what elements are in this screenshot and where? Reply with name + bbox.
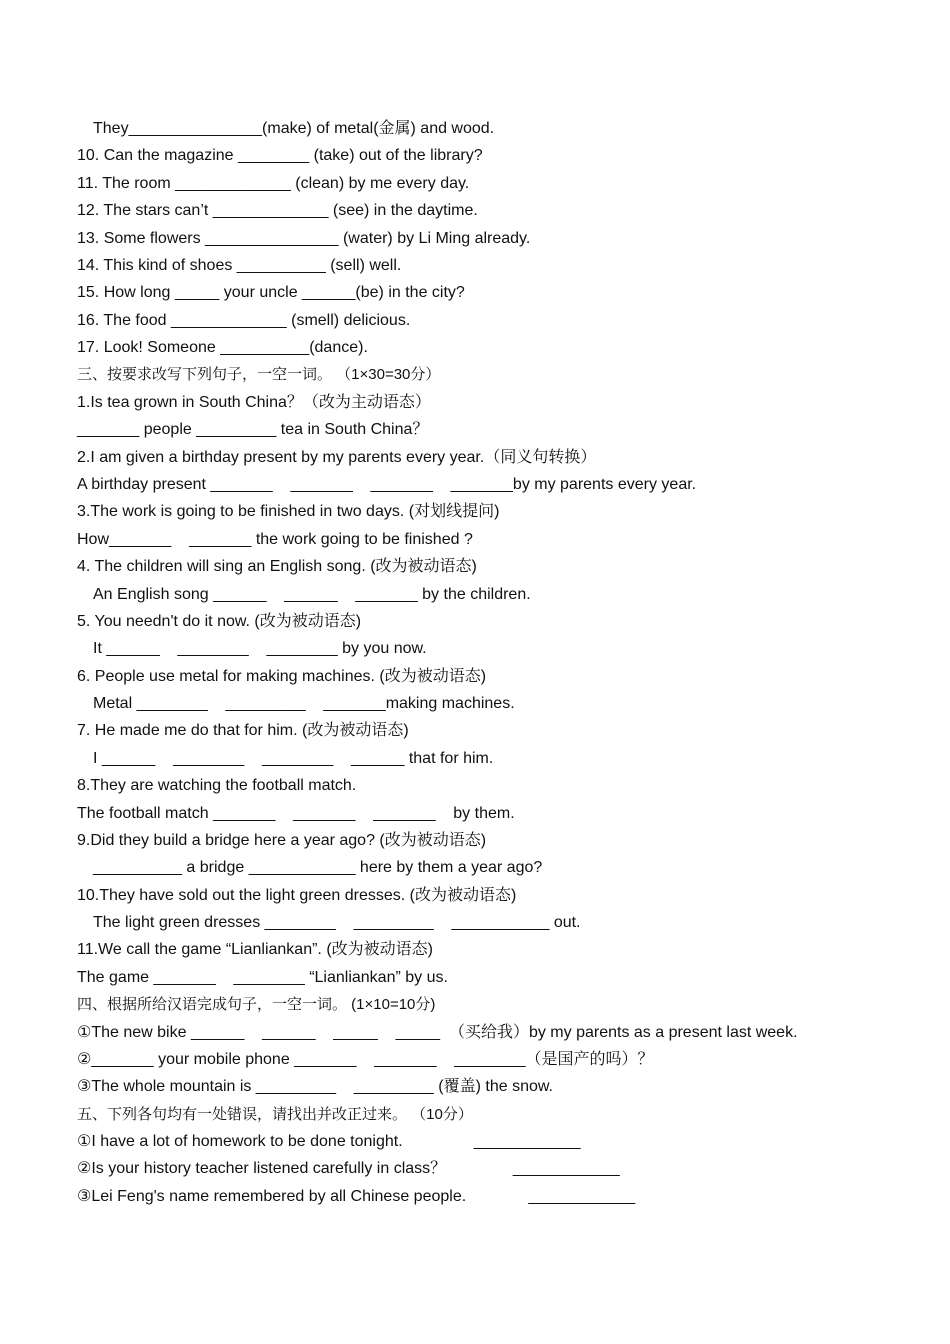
exercise-line: A birthday present _______ _______ _______ _______by my parents every year. (77, 476, 697, 493)
exercise-line: 10. Can the magazine ________ (take) out of the library? (77, 147, 483, 164)
exercise-line: 13. Some flowers _______________ (water) by Li Ming already. (77, 230, 531, 247)
exercise-line: 1.Is tea grown in South China？（改为主动语态） (77, 394, 431, 411)
exercise-line: 11. The room _____________ (clean) by me every day. (77, 175, 470, 192)
exercise-line: 9.Did they build a bridge here a year ago? (改为被动语态) (77, 832, 487, 849)
exercise-line: 14. This kind of shoes __________ (sell) well. (77, 257, 402, 274)
exercise-line: 17. Look! Someone __________(dance). (77, 339, 368, 356)
exercise-line: 7. He made me do that for him. (改为被动语态) (77, 722, 409, 739)
section-heading: 三、按要求改写下列句子，一空一词。 （1×30=30分） (77, 366, 441, 383)
exercise-line: 8.They are watching the football match. (77, 777, 357, 794)
exercise-line: 16. The food _____________ (smell) delicious. (77, 312, 411, 329)
exercise-line: 15. How long _____ your uncle ______(be) in the city? (77, 284, 465, 301)
exercise-line: They_______________(make) of metal(金属) and wood. (93, 120, 495, 137)
exercise-line: 5. You needn't do it now. (改为被动语态) (77, 613, 362, 630)
exercise-line: 4. The children will sing an English song. (改为被动语态) (77, 558, 477, 575)
exercise-line: 10.They have sold out the light green dresses. (改为被动语态) (77, 887, 517, 904)
exercise-line: I ______ ________ ________ ______ that for him. (93, 750, 494, 767)
exercise-line: 3.The work is going to be finished in two days. (对划线提问) (77, 503, 500, 520)
exercise-line: ①I have a lot of homework to be done tonight. ____________ (77, 1133, 581, 1150)
exercise-line: 12. The stars can’t _____________ (see) in the daytime. (77, 202, 478, 219)
exercise-line: 2.I am given a birthday present by my parents every year.（同义句转换） (77, 449, 597, 466)
exercise-line: The light green dresses ________ _________ ___________ out. (93, 914, 581, 931)
section-heading: 四、根据所给汉语完成句子，一空一词。 (1×10=10分) (77, 996, 436, 1013)
exercise-line: ①The new bike ______ ______ _____ _____ （买给我）by my parents as a present last week. (77, 1024, 798, 1041)
exercise-line: An English song ______ ______ _______ by the children. (93, 586, 531, 603)
exercise-line: _______ people _________ tea in South China？ (77, 421, 429, 438)
exercise-line: ②Is your history teacher listened carefully in class？ ____________ (77, 1160, 620, 1177)
exercise-line: 11.We call the game “Lianliankan”. (改为被动语态) (77, 941, 433, 958)
exercise-line: ③Lei Feng's name remembered by all Chinese people. ____________ (77, 1188, 636, 1205)
section-heading: 五、下列各句均有一处错误，请找出并改正过来。 （10分） (77, 1106, 473, 1123)
exercise-line: How_______ _______ the work going to be finished ? (77, 531, 473, 548)
exercise-line: ③The whole mountain is _________ _________ (覆盖) the snow. (77, 1078, 553, 1095)
exercise-line: The football match _______ _______ _______ by them. (77, 805, 515, 822)
exercise-line: __________ a bridge ____________ here by them a year ago? (93, 859, 543, 876)
exercise-line: The game _______ ________ “Lianliankan” by us. (77, 969, 448, 986)
exercise-line: Metal ________ _________ _______making machines. (93, 695, 515, 712)
exercise-line: ②_______ your mobile phone _______ _______ ________（是国产的吗）？ (77, 1051, 654, 1068)
exercise-line: 6. People use metal for making machines. (改为被动语态) (77, 668, 487, 685)
exercise-line: It ______ ________ ________ by you now. (93, 640, 427, 657)
